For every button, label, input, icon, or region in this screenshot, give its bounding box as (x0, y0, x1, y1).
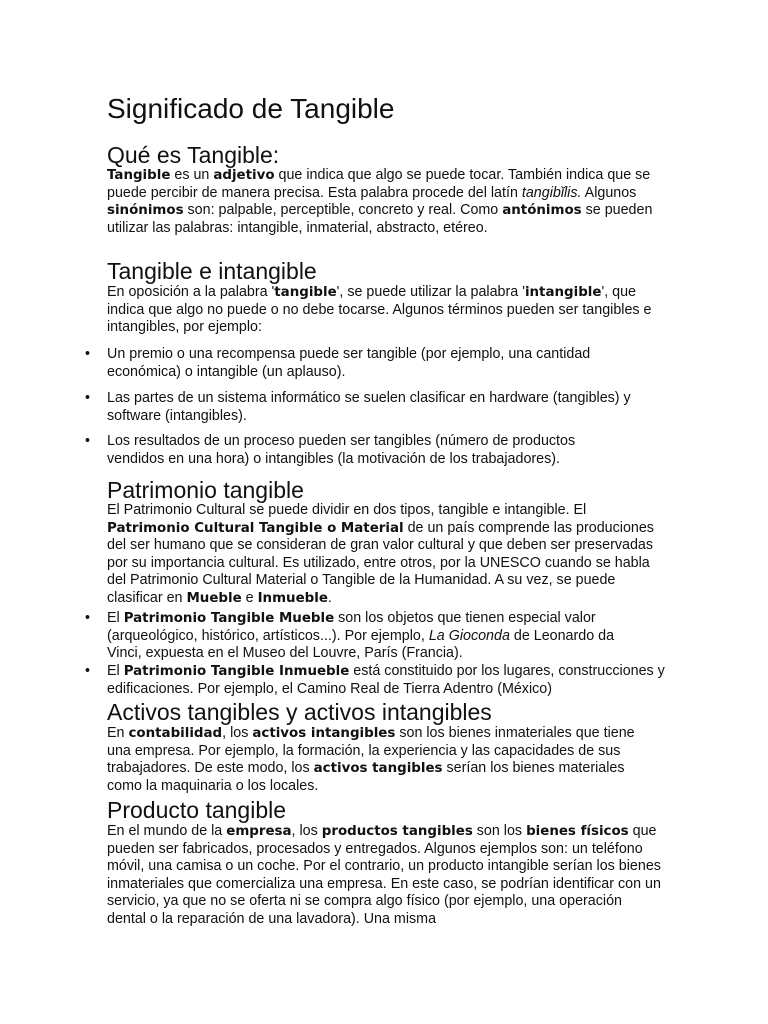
text-run: son: palpable, perceptible, concreto y real. Como (183, 202, 503, 219)
bold-text: sinónimos (107, 203, 184, 219)
heading-activos: Activos tangibles y activos intangibles (107, 699, 492, 725)
text-run: , los (222, 725, 253, 741)
bold-text: intangible (524, 285, 602, 300)
bold-text: adjetivo (213, 168, 275, 183)
italic-text: tangibĭlis. (521, 184, 582, 201)
bold-text: Inmueble (257, 590, 328, 606)
bold-text: Tangible (107, 168, 171, 183)
list-item (107, 610, 652, 663)
bold-text: Patrimonio Cultural Tangible o Material (107, 520, 404, 536)
bold-text: tangible (274, 285, 337, 300)
bold-text: antónimos (502, 203, 582, 219)
bold-text: Mueble (186, 590, 242, 606)
text-run: El (107, 663, 124, 679)
list-item (107, 346, 627, 381)
paragraph-que-es (107, 167, 662, 237)
text-run: En (107, 725, 129, 741)
text-run: En el mundo de la (107, 823, 227, 839)
text-run: serían los bienes materiales como la maquinaria o los locales. (107, 760, 625, 794)
list-item (107, 663, 667, 698)
text-run: que indica que algo se puede tocar. También indica que se puede percibir de manera precisa. Esta palabra procede del latín (107, 167, 651, 201)
text-run: que pueden ser fabricados, procesados y entregados. Algunos ejemplos son: un teléfono móvil, una camisa o un coche. Por el contrario, un producto intangible serían los bienes inmateriales que comercializa una empresa. En este caso, se podrían identificar con un servicio, ya que no se oferta ni se compra algo físico (por ejemplo, una operación dental o la reparación de una lavadora). Una misma (107, 823, 661, 927)
heading-tangible-intangible: Tangible e intangible (107, 258, 317, 284)
text-run: ', se puede utilizar la palabra ' (336, 284, 525, 300)
bold-text: empresa (226, 824, 292, 839)
italic-text: La Gioconda (428, 627, 510, 644)
text-run: Las partes de un sistema informático se suelen clasificar en hardware (tangibles) y software (intangibles). (107, 390, 631, 424)
bold-text: productos tangibles (321, 824, 473, 839)
text-run: son los objetos que tienen especial valor (arqueológico, histórico, artísticos...). Por ejemplo, (107, 610, 596, 644)
text-run: de un país comprende las produciones del ser humano que se consideran de gran valor cultural y que deben ser preservadas por su importancia cultural. Es utilizado, entre otros, por la UNESCO cuando se habla del Patrimonio Cultural Material o Tangible de la Humanidad. A su vez, se puede clasificar en (107, 519, 654, 606)
text-run: El (107, 610, 124, 626)
text-run: En oposición a la palabra ' (107, 284, 275, 300)
text-run: . (327, 589, 332, 606)
text-run: e (241, 589, 258, 606)
bullet-marker: • (85, 390, 91, 406)
paragraph-patrimonio (107, 502, 662, 608)
bold-text: activos tangibles (313, 761, 443, 777)
bold-text: Patrimonio Tangible Inmueble (123, 664, 350, 679)
paragraph-tangible-intangible (107, 284, 657, 337)
page-title: Significado de Tangible (107, 93, 395, 124)
bold-text: activos intangibles (252, 726, 396, 741)
text-run: de Leonardo da Vinci, expuesta en el Museo del Louvre, París (Francia). (107, 627, 615, 662)
bold-text: contabilidad (128, 726, 223, 741)
paragraph-producto (107, 823, 662, 929)
list-item (107, 433, 607, 468)
text-run: es un (170, 167, 214, 183)
bullet-marker: • (85, 610, 91, 626)
heading-que-es: Qué es Tangible: (107, 142, 280, 168)
bullet-marker: • (85, 433, 91, 449)
paragraph-activos (107, 725, 642, 795)
text-run: Los resultados de un proceso pueden ser tangibles (número de productos vendidos en una hora) o intangibles (la motivación de los trabajadores). (107, 433, 576, 467)
heading-patrimonio: Patrimonio tangible (107, 477, 304, 503)
text-run: El Patrimonio Cultural se puede dividir en dos tipos, tangible e intangible. El (107, 502, 587, 518)
bullet-marker: • (85, 663, 91, 679)
text-run: se pueden utilizar las palabras: intangible, inmaterial, abstracto, etéreo. (107, 202, 653, 236)
text-run: son los (472, 823, 527, 839)
bullet-marker: • (85, 346, 91, 362)
bold-text: bienes físicos (526, 824, 629, 839)
text-run: Algunos (581, 184, 637, 201)
heading-producto: Producto tangible (107, 797, 287, 823)
text-run: ', que indica que algo no puede o no debe tocarse. Algunos términos pueden ser tangibles e intangibles, por ejemplo: (107, 284, 652, 336)
text-run: , los (291, 823, 322, 839)
text-run: está constituido por los lugares, construcciones y edificaciones. Por ejemplo, el Camino Real de Tierra Adentro (México) (107, 663, 665, 697)
text-run: son los bienes inmateriales que tiene una empresa. Por ejemplo, la formación, la experiencia y las capacidades de sus trabajadores. De este modo, los (107, 725, 635, 777)
list-item (107, 390, 667, 425)
text-run: Un premio o una recompensa puede ser tangible (por ejemplo, una cantidad económica) o intangible (un aplauso). (107, 346, 591, 380)
bold-text: Patrimonio Tangible Mueble (123, 611, 335, 626)
